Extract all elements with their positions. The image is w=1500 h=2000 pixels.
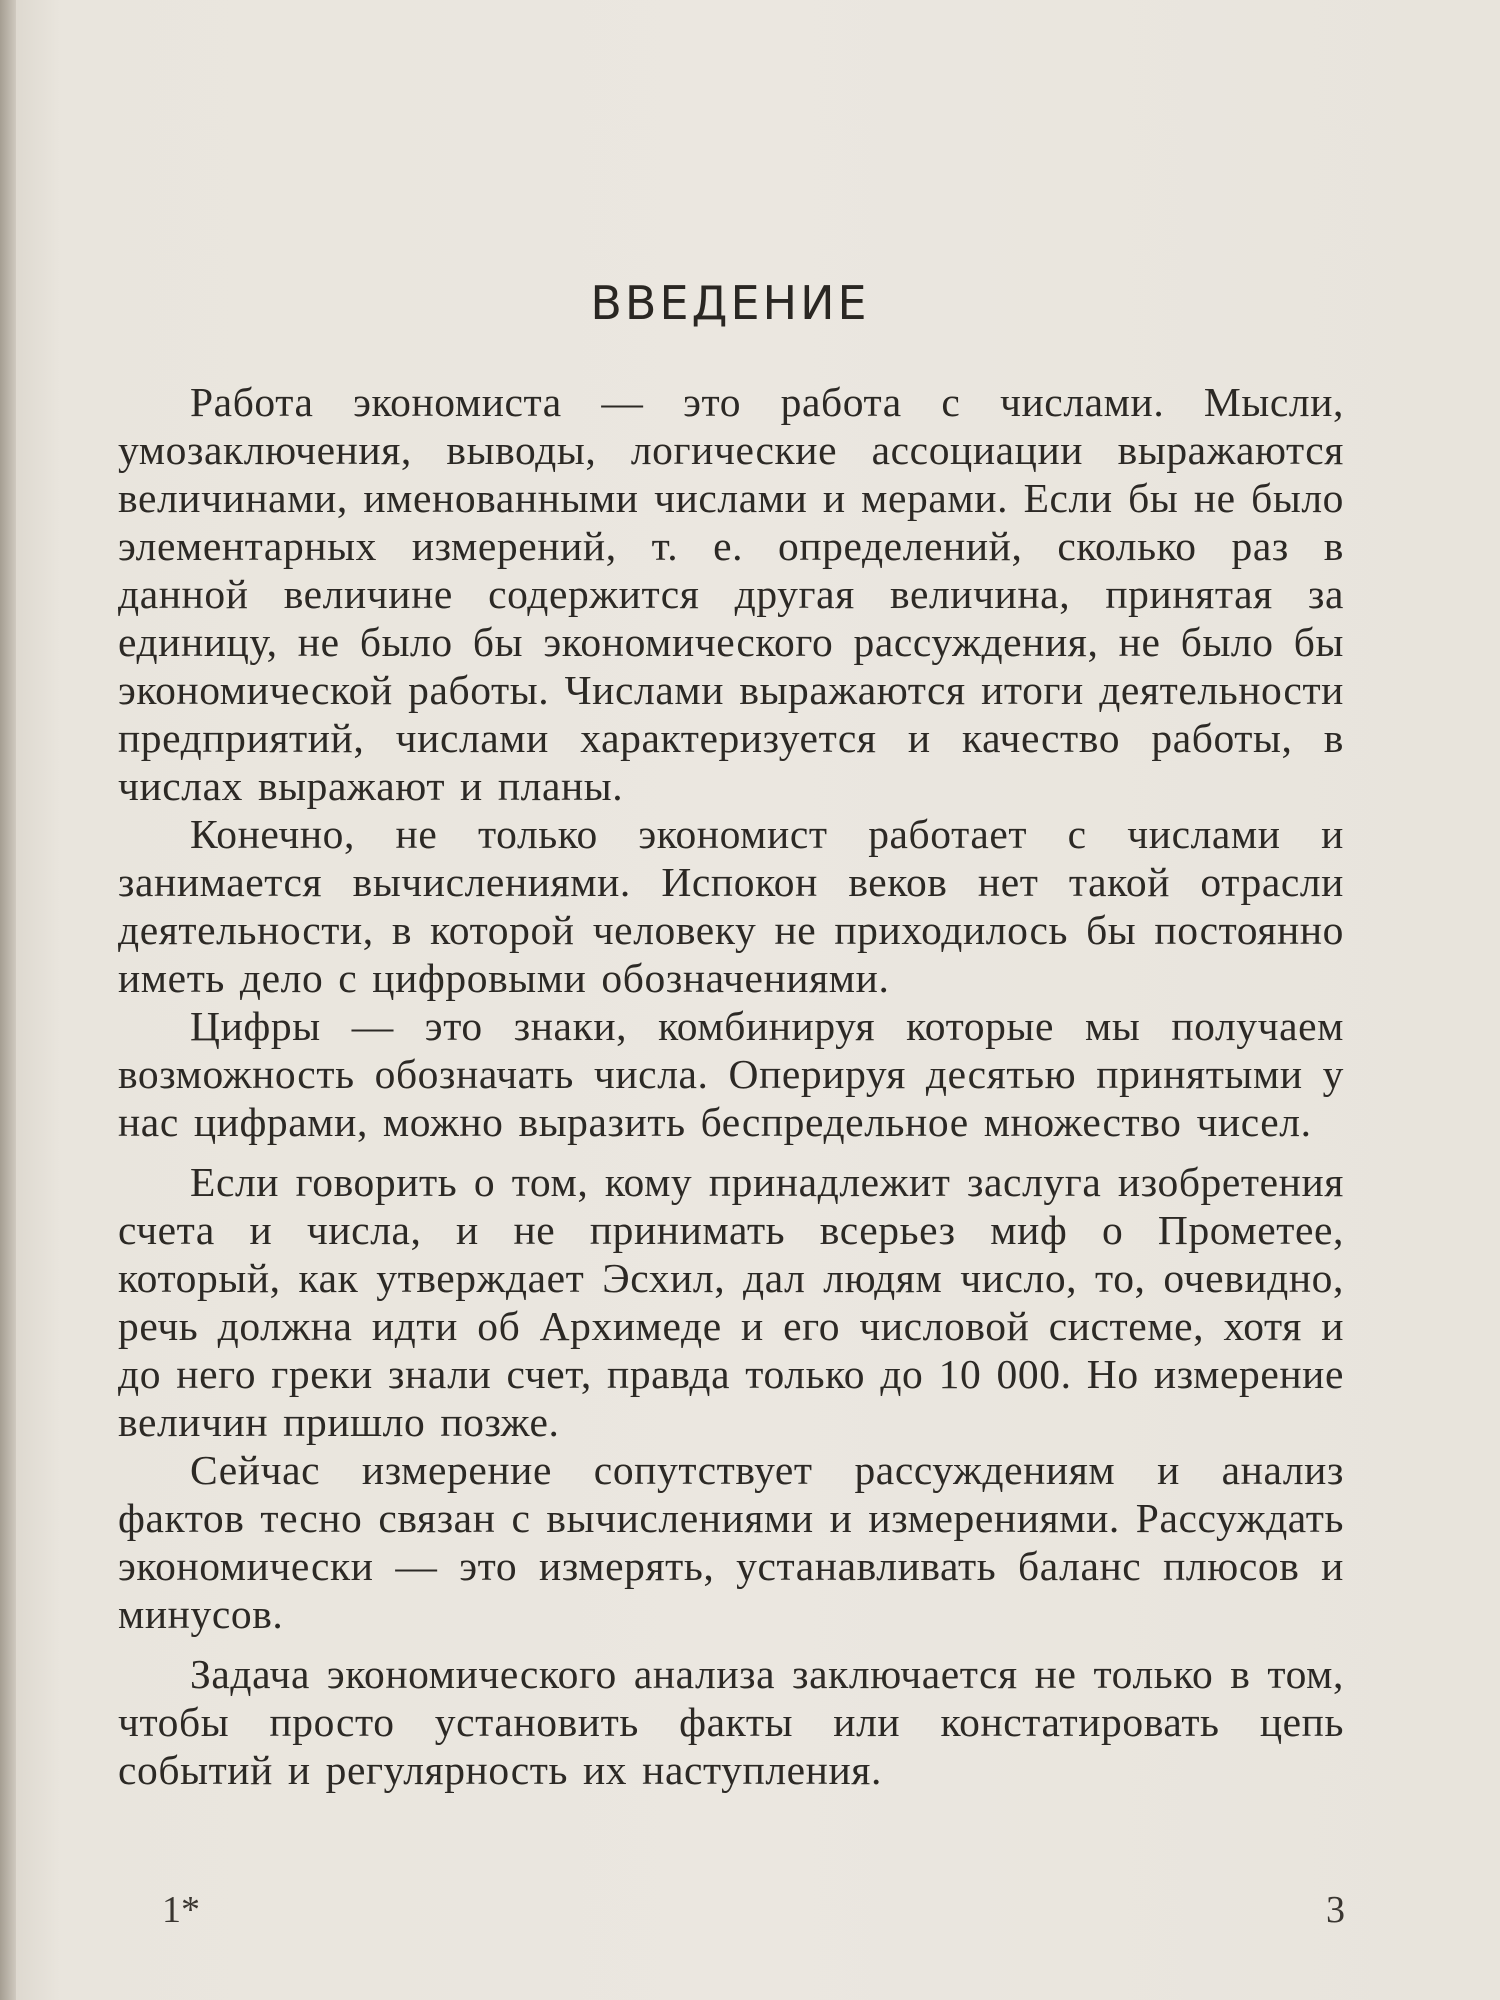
paragraph-2: Конечно, не только экономист работает с числами и занимается вычислениями. Испокон веков нет такой отрасли деятельности, в которой человеку не приходилось бы постоянно иметь дело с цифровыми обозначениями. — [118, 811, 1344, 1001]
paragraph-4: Если говорить о том, кому принадлежит заслуга изобретения счета и числа, и не принимать всерьез миф о Прометее, который, как утверждает Эсхил, дал людям число, то, очевидно, речь должна идти об Архимеде и его числовой системе, хотя и до него греки знали счет, правда только до 10 000. Но измерение величин пришло позже. — [118, 1159, 1344, 1445]
chapter-title: ВВЕДЕНИЕ — [590, 276, 870, 330]
paragraph-3: Цифры — это знаки, комбинируя которые мы получаем возможность обозначать числа. Оперируя десятью принятыми у нас цифрами, можно выразить беспредельное множество чисел. — [118, 1003, 1344, 1145]
paragraph-1: Работа экономиста — это работа с числами. Мысли, умозаключения, выводы, логические ассоциации выражаются величинами, именованными числами и мерами. Если бы не было элементарных измерений, т. е. определений, сколько раз в данной величине содержится другая величина, принятая за единицу, не было бы экономического рассуждения, не было бы экономической работы. Числами выражаются итоги деятельности предприятий, числами характеризуется и качество работы, в числах выражают и планы. — [118, 379, 1344, 809]
printer-signature-mark: 1* — [162, 1889, 200, 1931]
page-number: 3 — [1326, 1889, 1345, 1931]
paragraph-6: Задача экономического анализа заключается не только в том, чтобы просто установить факты или констатировать цепь событий и регулярность их наступления. — [118, 1651, 1344, 1793]
body-text — [118, 378, 1344, 1794]
paragraph-5: Сейчас измерение сопутствует рассуждениям и анализ фактов тесно связан с вычислениями и измерениями. Рассуждать экономически — это измерять, устанавливать баланс плюсов и минусов. — [118, 1447, 1344, 1637]
